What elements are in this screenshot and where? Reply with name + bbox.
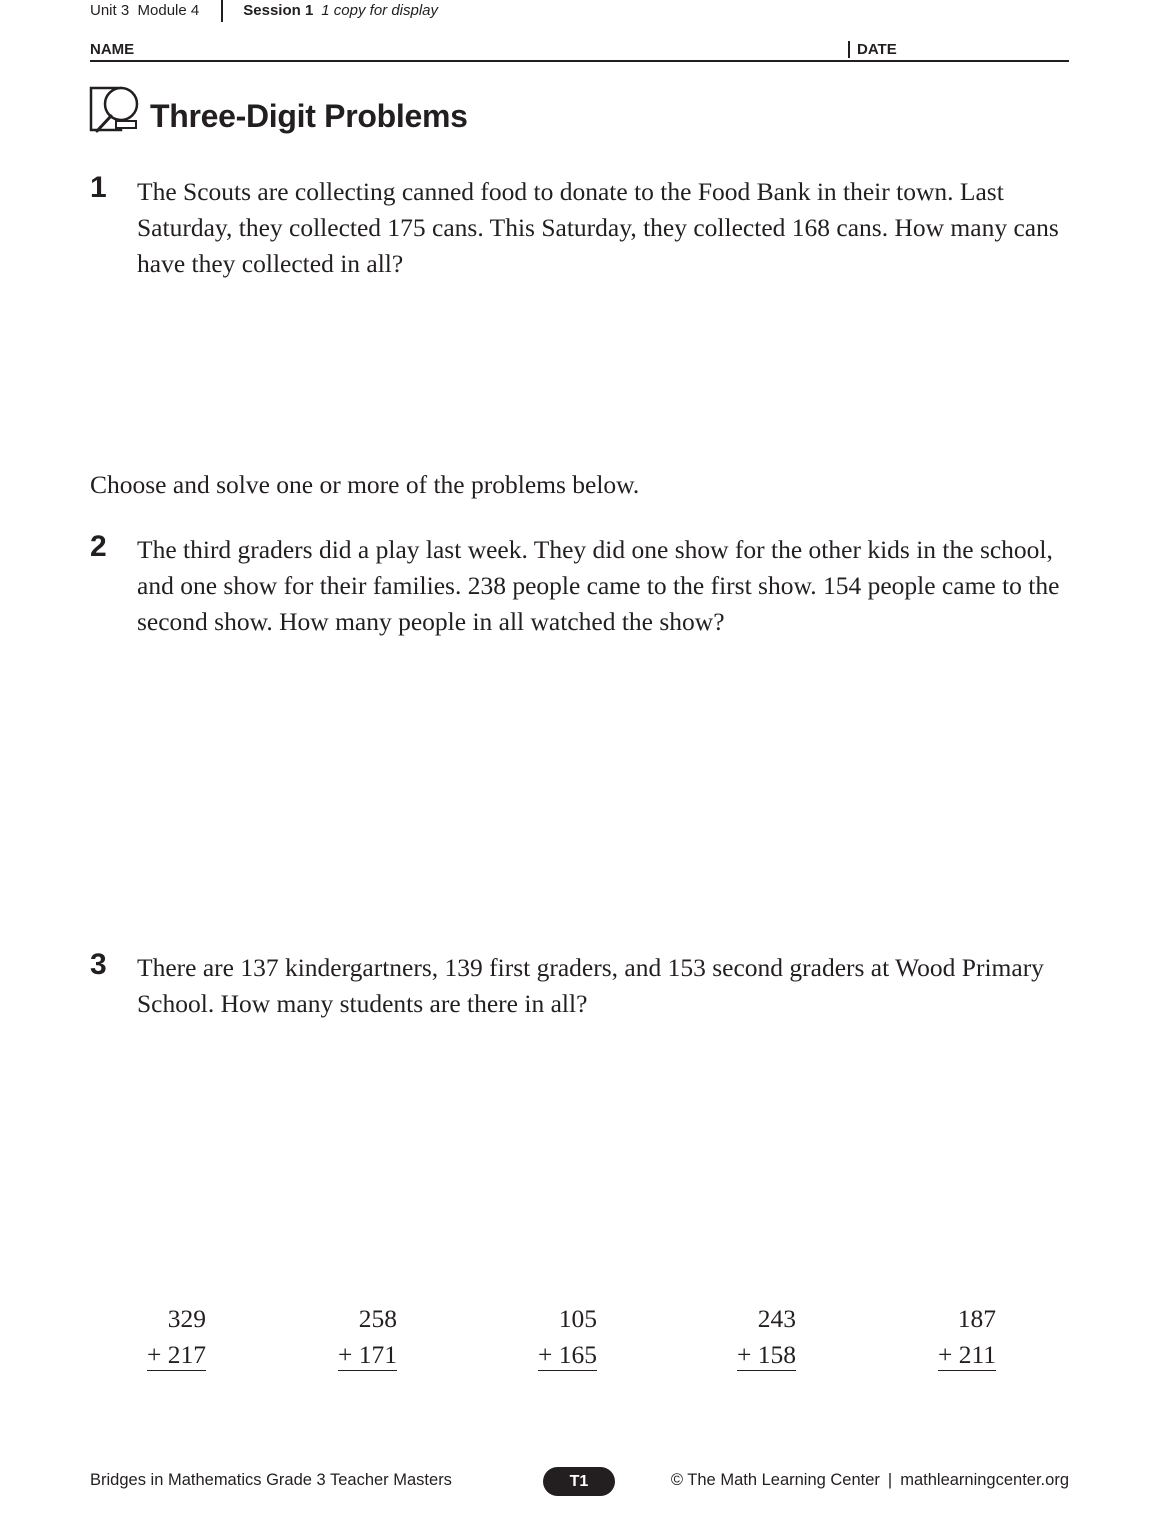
date-label: DATE	[848, 41, 897, 58]
header-divider	[221, 0, 223, 22]
addend-bottom: + 158	[736, 1340, 796, 1369]
unit-label: Unit 3	[90, 2, 130, 19]
publisher: © The Math Learning Center	[670, 1471, 880, 1489]
addition-problem	[142, 1301, 206, 1373]
addend-top: 329	[167, 1304, 206, 1333]
addend-top: 187	[957, 1304, 996, 1333]
addition-problem	[732, 1301, 796, 1373]
header-line	[90, 0, 438, 22]
copy-note: 1 copy for display	[321, 2, 439, 19]
problem-3-number: 3	[90, 948, 107, 981]
name-date-bar	[90, 40, 1069, 62]
module-label: Module 4	[137, 2, 200, 19]
addition-problem	[333, 1301, 397, 1373]
footer-credit	[671, 1471, 1069, 1490]
addend-bottom: + 171	[337, 1340, 397, 1369]
addend-bottom: + 217	[146, 1340, 206, 1369]
page-title: Three-Digit Problems	[150, 98, 468, 134]
footer-title: Bridges in Mathematics Grade 3 Teacher Masters	[90, 1471, 452, 1489]
addend-top: 258	[358, 1304, 397, 1333]
magnifying-glass-icon	[89, 85, 141, 135]
addend-bottom: + 165	[537, 1340, 597, 1369]
problem-1-text: The Scouts are collecting canned food to donate to the Food Bank in their town. Last Saturday, they collected 175 cans. This Saturday, they collected 168 cans. How many cans have they collected in all?	[137, 177, 1059, 278]
session-label: Session 1	[243, 2, 314, 19]
addend-top: 243	[757, 1304, 796, 1333]
problem-3-text: There are 137 kindergartners, 139 first graders, and 153 second graders at Wood Primary School. How many students are there in all?	[137, 953, 1044, 1018]
problem-2-number: 2	[90, 530, 107, 563]
name-label: NAME	[90, 41, 135, 58]
addition-problem	[932, 1301, 996, 1373]
footer-divider: |	[887, 1471, 893, 1489]
problem-1-number: 1	[90, 171, 107, 204]
addition-problem	[533, 1301, 597, 1373]
website-link[interactable]: mathlearningcenter.org	[900, 1471, 1069, 1489]
instruction-text: Choose and solve one or more of the problems below.	[90, 470, 640, 499]
addend-bottom: + 211	[937, 1340, 996, 1369]
problem-2-text: The third graders did a play last week. They did one show for the other kids in the school, and one show for their families. 238 people came to the first show. 154 people came to the second show. How many people in all watched the show?	[137, 535, 1060, 636]
page-number-badge: T1	[543, 1467, 615, 1496]
addend-top: 105	[558, 1304, 597, 1333]
